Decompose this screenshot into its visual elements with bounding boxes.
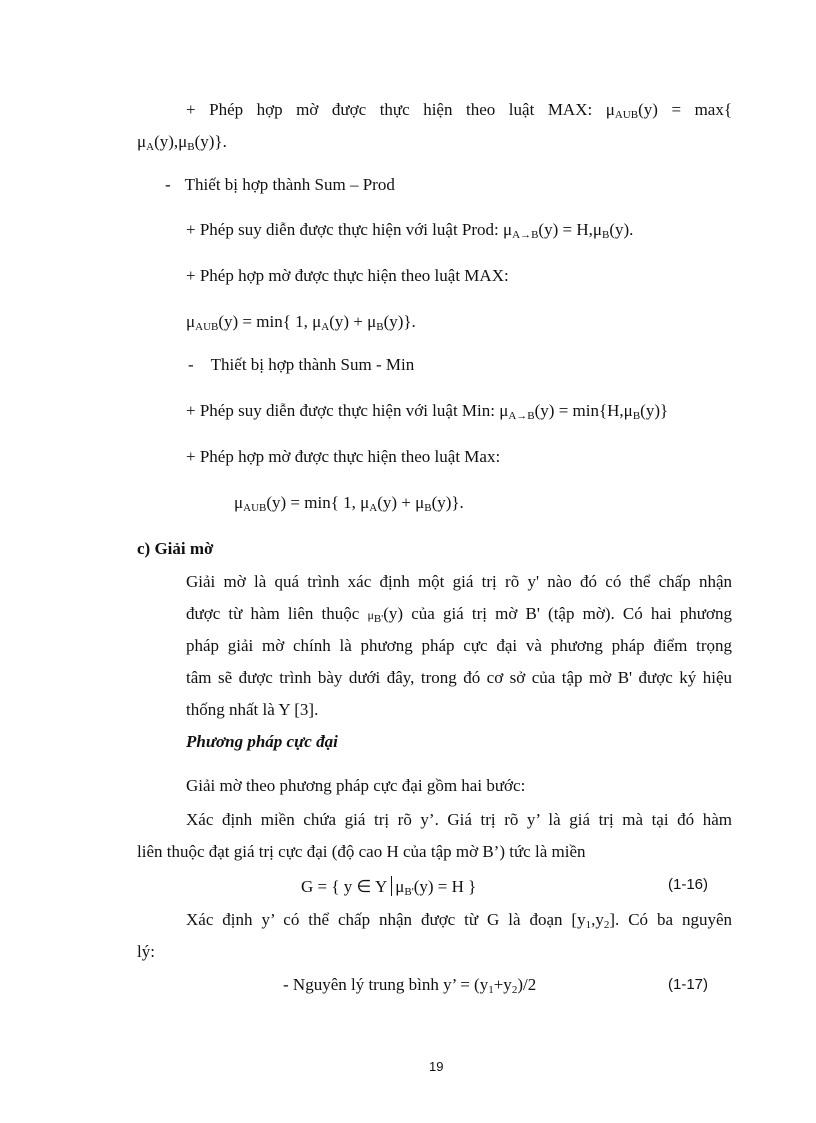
para-line: được từ hàm liên thuộc $\mu_{B'}(y)$ của giá trị mờ B' (tập mờ). Có hai phương bbox=[186, 604, 732, 625]
sum-prod-inference-rule: + Phép suy diễn được thực hiện với luật Prod: $\mu_{A\to B}(y) = H,\mu_B(y)$. bbox=[186, 220, 634, 241]
equation-number: (1-16) bbox=[668, 876, 709, 893]
para-line: thống nhất là Y [3]. bbox=[186, 700, 319, 719]
para-line: Xác định y’ có thể chấp nhận được từ G là đoạn $[y_1,y_2]$. Có ba nguyên bbox=[186, 910, 732, 931]
max-rule-line-2: $\mu_A(y),\mu_B(y)$}. bbox=[137, 132, 227, 153]
equation-1-16: G = { y ∈ Y $\mu_{B'}(y) = H$ } bbox=[301, 877, 477, 898]
sum-min-union-rule: + Phép hợp mờ được thực hiện theo luật Max: bbox=[186, 447, 501, 466]
sum-prod-formula: $\mu_{AUB}(y) = \min${ 1, $\mu_A(y) + \mu_B(y)$}. bbox=[186, 312, 416, 333]
sum-prod-union-rule: + Phép hợp mờ được thực hiện theo luật MAX: bbox=[186, 266, 509, 285]
sum-min-inference-rule: + Phép suy diễn được thực hiện với luật Min: $\mu_{A\to B}(y) = \min\{H,\mu_B(y)\}$ bbox=[186, 401, 669, 422]
sum-prod-heading: - Thiết bị hợp thành Sum – Prod bbox=[165, 175, 395, 194]
equation-1-17: - Nguyên lý trung bình y’ = $(y_1+y_2)/2$ bbox=[283, 975, 537, 996]
section-heading: c) Giải mờ bbox=[137, 539, 214, 558]
para-line: Giải mờ là quá trình xác định một giá trị rõ y' nào đó có thể chấp nhận bbox=[186, 572, 732, 591]
sum-min-heading: - Thiết bị hợp thành Sum - Min bbox=[188, 355, 415, 374]
para-line: liên thuộc đạt giá trị cực đại (độ cao H của tập mờ B’) tức là miền bbox=[137, 842, 586, 861]
page-number: 19 bbox=[429, 1059, 444, 1074]
dash: - bbox=[165, 175, 171, 194]
para-line: Giải mờ theo phương pháp cực đại gồm hai bước: bbox=[186, 776, 526, 795]
method-heading: Phương pháp cực đại bbox=[186, 732, 338, 751]
para-line: pháp giải mờ chính là phương pháp cực đại và phương pháp điểm trọng bbox=[186, 636, 732, 655]
para-line: lý: bbox=[137, 942, 155, 961]
divider-bar bbox=[391, 876, 392, 896]
dash: - bbox=[188, 355, 194, 374]
max-rule-line-1: + Phép hợp mờ được thực hiện theo luật MAX: $\mu_{AUB}(y) = \max${ bbox=[186, 100, 732, 121]
para-line: tâm sẽ được trình bày dưới đây, trong đó cơ sở của tập mờ B' được ký hiệu bbox=[186, 668, 732, 687]
para-line: Xác định miền chứa giá trị rõ y’. Giá trị rõ y’ là giá trị mà tại đó hàm bbox=[186, 810, 732, 829]
equation-number: (1-17) bbox=[668, 976, 709, 993]
sum-min-formula: $\mu_{AUB}(y) = \min${ 1, $\mu_A(y) + \mu_B(y)$}. bbox=[234, 493, 464, 514]
